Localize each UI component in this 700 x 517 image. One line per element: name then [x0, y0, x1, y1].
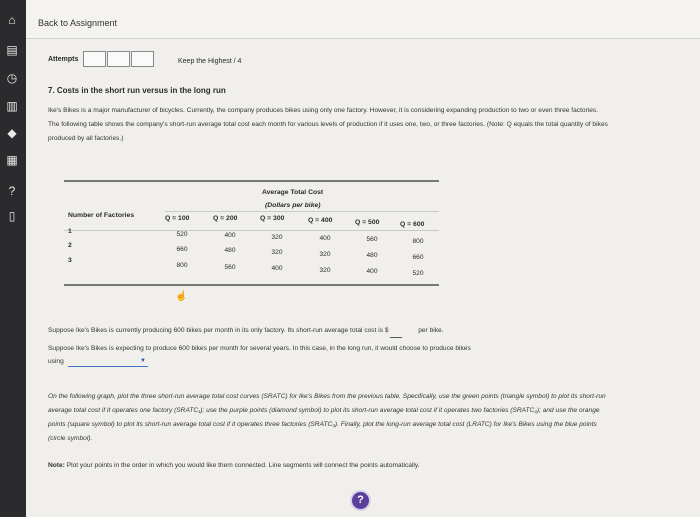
row-label-2: 2: [68, 242, 72, 249]
table-cell: 520: [412, 270, 424, 277]
table-top-rule: [64, 180, 439, 182]
table-cell: 400: [271, 265, 283, 272]
table-cell: 560: [366, 236, 378, 243]
table-title: Average Total Cost: [262, 189, 324, 196]
q1-unit: per bike.: [418, 327, 444, 334]
top-bar: [26, 0, 700, 39]
row-label-1: 1: [68, 228, 72, 235]
table-cell: 320: [271, 249, 283, 256]
sidebar: [0, 0, 26, 517]
col-header-q400: Q = 400: [308, 217, 333, 224]
table-cell: 320: [271, 234, 283, 241]
table-bottom-rule: [64, 284, 439, 286]
chevron-down-icon: ▼: [140, 358, 146, 364]
calculator-icon[interactable]: ▦: [6, 153, 18, 167]
row-label-3: 3: [68, 257, 72, 264]
atc-answer-field[interactable]: [390, 330, 402, 338]
question-intro: Ike's Bikes is a major manufacturer of bicycles. Currently, the company produces bikes using only one factory. However, it is considering expanding production to two or even three factories. The following table shows the company's short-run average total cost each month for various levels of production if it uses one, two, or three factories. (Note: Q equals the total quantity of bikes produced by all factories.): [48, 107, 608, 142]
table-cell: 560: [224, 264, 236, 271]
table-cell: 480: [366, 252, 378, 259]
col-header-q100: Q = 100: [165, 215, 190, 222]
question-title: 7. Costs in the short run versus in the long run: [48, 86, 226, 95]
row-header: Number of Factories: [68, 212, 135, 219]
graduation-cap-icon[interactable]: ◆: [7, 126, 17, 140]
attempt-box-3: [131, 51, 154, 67]
notebook-icon[interactable]: ▤: [6, 43, 18, 57]
table-cell: 800: [412, 238, 424, 245]
table-subtitle: (Dollars per bike): [265, 202, 321, 209]
note-line: [48, 459, 608, 473]
keep-highest-label: Keep the Highest / 4: [178, 58, 242, 65]
note-text: Plot your points in the order in which you would like them connected. Line segments will connect the points automatically.: [66, 462, 420, 469]
home-icon[interactable]: ⌂: [8, 13, 16, 27]
col-header-q600: Q = 600: [400, 221, 425, 228]
table-cell: 320: [319, 251, 331, 258]
book-icon[interactable]: ▥: [6, 99, 18, 113]
table-header-rule: [165, 211, 439, 212]
factories-select[interactable]: [68, 357, 148, 367]
graph-instructions: On the following graph, plot the three short-run average total cost curves (SRATC) for Ike's Bikes from the previous table. Specifically, use the green points (triangle symbol) to plot its short-run average total cost if it operates one factory (SRATC₁); use the purple points (diamond symbol) to plot its short-run average total cost if it operates two factories (SRATC₂); and use the orange points (square symbol) to plot its short-run average total cost if it operates three factories (SRATC₃). Finally, plot the long-run average total cost (LRATC) for Ike's Bikes using the blue points (circle symbol).: [48, 393, 606, 442]
table-cell: 400: [224, 232, 236, 239]
q2-using: using: [48, 358, 64, 365]
col-header-q500: Q = 500: [355, 219, 380, 226]
help-circle-icon[interactable]: ?: [8, 184, 16, 198]
q2-text: Suppose Ike's Bikes is expecting to produce 600 bikes per month for several years. In this case, in the long run, it would choose to produce bikes: [48, 345, 471, 352]
col-header-q200: Q = 200: [213, 215, 238, 222]
table-cell: 520: [176, 231, 188, 238]
table-subheader-rule: [64, 230, 439, 231]
table-cell: 660: [412, 254, 424, 261]
attempt-box-1: [83, 51, 106, 67]
table-cell: 400: [319, 235, 331, 242]
table-cell: 320: [319, 267, 331, 274]
q1-sentence: [48, 324, 608, 338]
clock-icon[interactable]: ◷: [6, 71, 18, 85]
help-icon[interactable]: ?: [350, 490, 371, 511]
q1-text: Suppose Ike's Bikes is currently producing 600 bikes per month in its only factory. Its short-run average total cost is $: [48, 327, 389, 334]
col-header-q300: Q = 300: [260, 215, 285, 222]
table-cell: 660: [176, 246, 188, 253]
table-cell: 400: [366, 268, 378, 275]
note-label: Note:: [48, 462, 65, 469]
open-book-icon[interactable]: ▯: [8, 209, 16, 223]
attempt-box-2: [107, 51, 130, 67]
hand-cursor-icon: ☝: [175, 291, 188, 302]
table-cell: 480: [224, 247, 236, 254]
attempts-label: Attempts: [48, 56, 79, 63]
back-to-assignment-link[interactable]: Back to Assignment: [38, 18, 118, 28]
table-cell: 800: [176, 262, 188, 269]
